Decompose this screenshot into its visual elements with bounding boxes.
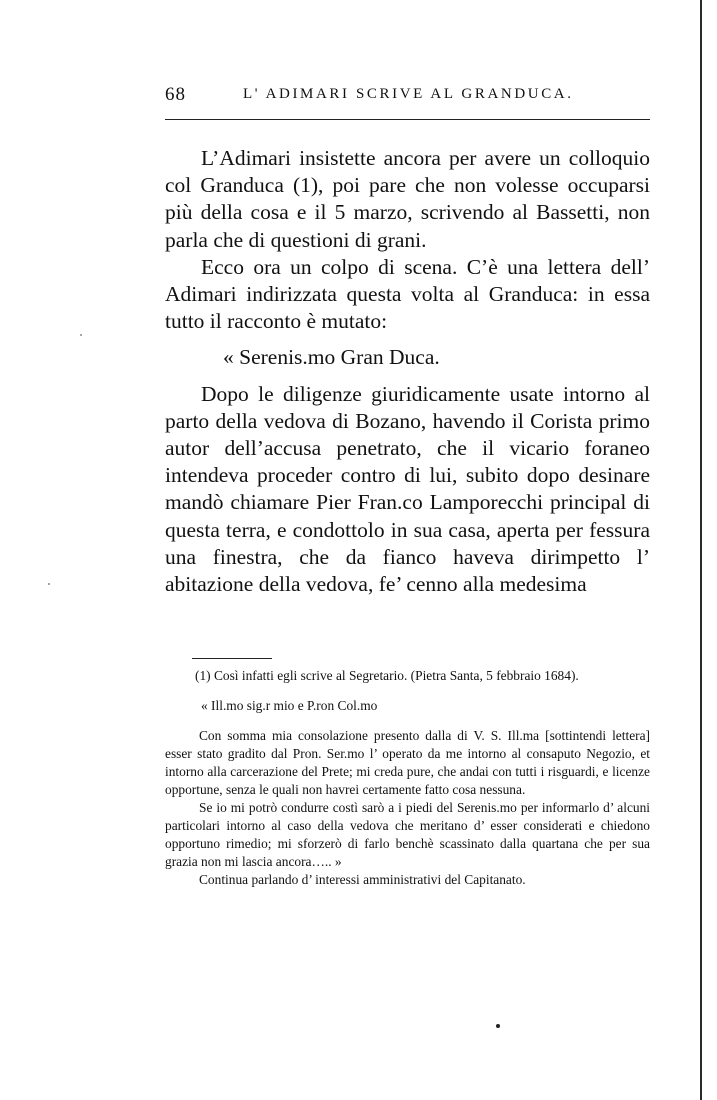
letter-salutation: « Serenis.mo Gran Duca.	[223, 345, 440, 370]
footnote-paragraph: Continua parlando d’ interessi amministrativi del Capitanato.	[199, 872, 526, 887]
running-title: L' ADIMARI SCRIVE AL GRANDUCA.	[243, 86, 574, 102]
ink-speck	[48, 583, 50, 585]
page-number: 68	[165, 84, 186, 105]
body-paragraph: Dopo le diligenze giuridicamente usate intorno al parto della vedova di Bozano, havendo il Corista primo autor dell’accusa penetrato, che il vicario foraneo intendeva proceder contro di lui, subito dopo desinare mandò chiamare Pier Fran.co Lamporecchi principal di questa terra, e condottolo in sua casa, aperta per fessura una finestra, che da fianco haveva dirimpetto l’ abitazione della vedova, fe’ cenno alla medesima	[165, 381, 650, 597]
footnote-rule	[192, 658, 272, 659]
footnotes	[165, 667, 650, 889]
page-edge	[700, 0, 702, 1100]
footnote-paragraph: Se io mi potrò condurre costì sarò a i piedi del Serenis.mo per informarlo d’ alcuni particolari intorno al caso della vedova che meritano d’ esser considerati e chiedono opportuno rimedio; mi sforzerò di farlo benchè scassinato dalla quartana che per sua grazia non mi lascia ancora….. »	[165, 800, 650, 869]
header-rule	[165, 119, 650, 120]
footnote-paragraph: Con somma mia consolazione presento dalla di V. S. Ill.ma [sottintendi lettera] esser stato gradito dal Pron. Ser.mo l’ operato da me intorno al consaputo Negozio, et intorno alla carcerazione del Prete; mi creda pure, che andai con tutti i risguardi, e licenze opportune, senza le quali non havrei certamente fatto cosa nessuna.	[165, 728, 650, 797]
ink-speck	[80, 334, 82, 336]
footnote-salutation: « Ill.mo sig.r mio e P.ron Col.mo	[201, 698, 378, 713]
ink-speck	[496, 1024, 500, 1028]
page-header	[165, 84, 650, 110]
body-paragraph: L’Adimari insistette ancora per avere un colloquio col Granduca (1), poi pare che non volesse occuparsi più della cosa e il 5 marzo, scrivendo al Bassetti, non parla che di questioni di grani.	[165, 146, 650, 252]
body-paragraph: Ecco ora un colpo di scena. C’è una lettera dell’ Adimari indirizzata questa volta al Granduca: in essa tutto il racconto è mutato:	[165, 254, 650, 334]
footnote-1: (1) Così infatti egli scrive al Segretario. (Pietra Santa, 5 febbraio 1684).	[195, 668, 579, 683]
main-text	[165, 145, 650, 598]
